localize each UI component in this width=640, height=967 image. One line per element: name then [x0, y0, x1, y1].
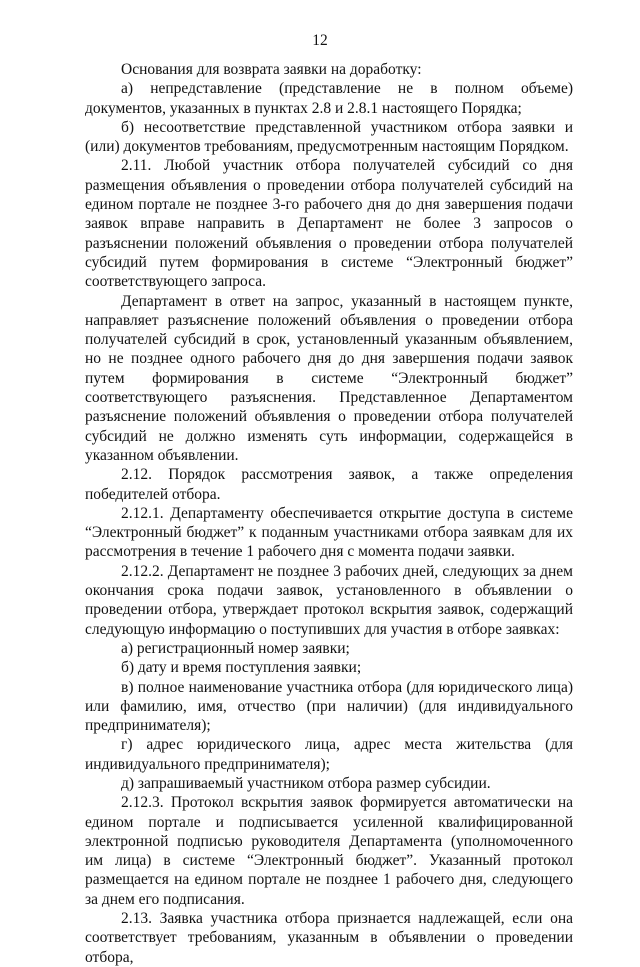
paragraph-item-b-nonconformity: б) несоответствие представленной участником отбора заявки и (или) документов требованиям, предусмотренным настоящим Порядком.	[85, 118, 573, 156]
list-item-a-registration-number: а) регистрационный номер заявки;	[121, 639, 350, 657]
paragraph-2-11: 2.11. Любой участник отбора получателей субсидий со дня размещения объявления о проведении отбора получателей субсидий на едином портале не позднее 3-го рабочего дня до дня завершения подачи заявок вправе направить в Департамент не более 3 запросов о разъяснении положений объявления о проведении отбора получателей субсидий путем формирования в системе “Электронный бюджет” соответствующего запроса.	[85, 157, 573, 291]
paragraph-item-a-incomplete-docs: а) непредставление (представление не в полном объеме) документов, указанных в пунктах 2.8 и 2.8.1 настоящего Порядка;	[85, 80, 573, 117]
paragraph-2-12-3: 2.12.3. Протокол вскрытия заявок формируется автоматически на едином портале и подписывается усиленной квалифицированной электронной подписью руководителя Департамента (уполномоченного им лица) в системе “Электронный бюджет”. Указанный протокол размещается на едином портале не позднее 1 рабочего дня, следующего за днем его подписания.	[85, 794, 573, 908]
paragraph-2-12: 2.12. Порядок рассмотрения заявок, а также определения победителей отбора.	[85, 466, 573, 503]
list-item-d-subsidy-amount: д) запрашиваемый участником отбора размер субсидии.	[121, 774, 491, 792]
paragraph-return-grounds: Основания для возврата заявки на доработку:	[121, 61, 422, 78]
document-body	[85, 60, 573, 967]
list-item-v-full-name: в) полное наименование участника отбора (для юридического лица) или фамилию, имя, отчество (при наличии) (для индивидуального предпринимателя);	[85, 678, 573, 735]
list-item-g-address: г) адрес юридического лица, адрес места жительства (для индивидуального предпринимателя);	[85, 736, 573, 773]
paragraph-2-12-1: 2.12.1. Департаменту обеспечивается открытие доступа в системе “Электронный бюджет” к поданным участниками отбора заявкам для их рассмотрения в течение 1 рабочего дня с момента подачи заявки.	[85, 504, 573, 561]
page-number: 12	[312, 32, 328, 49]
list-item-b-date-time: б) дату и время поступления заявки;	[121, 659, 362, 677]
paragraph-2-12-2: 2.12.2. Департамент не позднее 3 рабочих дней, следующих за днем окончания срока подачи заявок, установленного в объявлении о проведении отбора, утверждает протокол вскрытия заявок, содержащий следующую информацию о поступивших для участия в отборе заявках:	[85, 562, 573, 638]
paragraph-department-response: Департамент в ответ на запрос, указанный в настоящем пункте, направляет разъяснение положений объявления о проведении отбора получателей субсидий в срок, установленный указанным объявлением, но не позднее одного рабочего дня до дня завершения подачи заявок путем формирования в системе “Электронный бюджет” соответствующего разъяснения. Представленное Департаментом разъяснение положений объявления о проведении отбора получателей субсидий не должно изменять суть информации, содержащейся в указанном объявлении.	[85, 292, 573, 464]
paragraph-2-13: 2.13. Заявка участника отбора признается надлежащей, если она соответствует требованиям, указанным в объявлении о проведении отбора,	[85, 910, 573, 966]
